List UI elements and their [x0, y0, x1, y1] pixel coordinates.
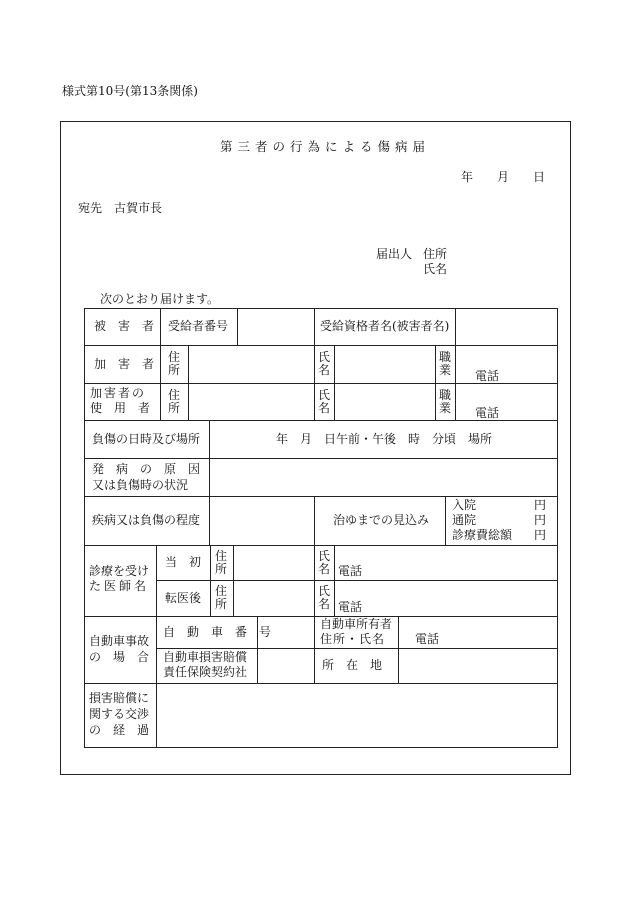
col-divider — [209, 420, 210, 496]
col-divider — [334, 345, 335, 420]
recipient-name-label: 受給資格者名(被害者名) — [320, 319, 450, 333]
auto-accident-label-2: の 場 合 — [89, 650, 150, 664]
yen-unit: 円 — [534, 498, 547, 512]
perpetrator-employer-label-2: 使 用 者 — [90, 401, 151, 415]
severity-label: 疾病又は負傷の程度 — [92, 513, 201, 527]
negotiation-label: 損害賠償に — [89, 691, 150, 705]
doctor-address-label: 住所 — [215, 549, 228, 576]
row-divider — [84, 496, 558, 497]
doctor-name-label: 氏名 — [318, 549, 331, 576]
car-number-label: 自 動 車 番 号 — [163, 625, 272, 639]
col-divider — [156, 545, 157, 616]
table-border-right — [557, 308, 558, 747]
row-divider — [84, 458, 558, 459]
recipient-number-label: 受給者番号 — [168, 319, 229, 333]
employer-address-label: 住所 — [168, 388, 181, 415]
col-divider — [156, 683, 157, 747]
perpetrator-employer-label: 加害者の — [90, 386, 147, 400]
medical-total-label: 診療費総額 — [452, 528, 513, 542]
date-year: 年 — [461, 170, 474, 184]
outpatient-label: 通院 — [452, 513, 477, 527]
form-frame — [60, 121, 571, 775]
col-divider — [188, 345, 189, 420]
table-border-left — [84, 308, 85, 747]
table-border-top — [84, 308, 558, 309]
initial-doctor-label: 当 初 — [165, 555, 202, 569]
col-divider — [314, 345, 315, 420]
col-divider — [209, 496, 210, 545]
victim-label: 被 害 者 — [94, 319, 155, 333]
cause-label: 発 病 の 原 因 — [92, 462, 201, 476]
col-divider — [314, 308, 315, 345]
doctor-address-label: 住所 — [215, 584, 228, 611]
doctor-label-2: た医師名 — [89, 579, 150, 593]
auto-accident-label: 自動車事故 — [89, 634, 150, 648]
negotiation-label-2: 関する交渉 — [89, 707, 150, 721]
col-divider — [455, 345, 456, 420]
perpetrator-job-label: 職業 — [439, 350, 452, 377]
col-divider — [398, 616, 399, 683]
col-divider — [160, 308, 161, 345]
insurer-location-label: 所 在 地 — [322, 658, 383, 672]
insurer-label-2: 責任保険契約社 — [163, 665, 248, 679]
employer-phone-label: 電話 — [475, 406, 500, 420]
yen-unit: 円 — [534, 513, 547, 527]
form-title: 第三者の行為による傷病届 — [220, 139, 431, 154]
negotiation-label-3: の 経 過 — [89, 723, 150, 737]
doctor-label: 診療を受け — [89, 564, 150, 578]
car-owner-label: 自動車所有者 — [320, 617, 393, 631]
table-border-bottom — [84, 747, 558, 748]
perpetrator-address-label: 住所 — [168, 350, 181, 377]
intro-text: 次のとおり届けます。 — [100, 292, 220, 306]
doctor-name-label: 氏名 — [318, 584, 331, 611]
date-day: 日 — [533, 170, 546, 184]
perpetrator-phone-label: 電話 — [475, 369, 500, 383]
col-divider — [233, 545, 234, 616]
filer-name-label: 氏名 — [423, 262, 448, 276]
row-divider — [84, 345, 558, 346]
injury-datetime-value: 年 月 日午前・午後 時 分頃 場所 — [276, 432, 493, 446]
car-owner-phone-label: 電話 — [415, 632, 440, 646]
col-divider — [435, 345, 436, 420]
car-owner-label-2: 住所・氏名 — [320, 632, 386, 646]
col-divider — [445, 496, 446, 545]
employer-job-label: 職業 — [439, 388, 452, 415]
injury-datetime-label: 負傷の日時及び場所 — [92, 432, 201, 446]
col-divider — [210, 545, 211, 616]
addressee: 宛先 古賀市長 — [78, 201, 163, 215]
cause-label-2: 又は負傷時の状況 — [92, 478, 189, 492]
filer-label: 届出人 — [376, 247, 413, 261]
transfer-doctor-label: 転医後 — [165, 591, 202, 605]
col-divider — [237, 308, 238, 345]
insurer-label: 自動車損害賠償 — [163, 650, 248, 664]
doctor-phone-label: 電話 — [338, 564, 363, 578]
col-divider — [334, 545, 335, 616]
perpetrator-label: 加 害 者 — [94, 357, 155, 371]
perpetrator-name-label: 氏名 — [318, 350, 331, 377]
inpatient-label: 入院 — [452, 498, 477, 512]
employer-name-label: 氏名 — [318, 388, 331, 415]
date-month: 月 — [497, 170, 510, 184]
col-divider — [314, 545, 315, 616]
yen-unit: 円 — [534, 528, 547, 542]
doctor-phone-label: 電話 — [338, 600, 363, 614]
recovery-outlook-label: 治ゆまでの見込み — [333, 513, 430, 527]
filer-address-label: 住所 — [423, 247, 448, 261]
col-divider — [314, 496, 315, 545]
col-divider — [160, 345, 161, 420]
col-divider — [314, 616, 315, 683]
form-number: 様式第10号(第13条関係) — [62, 84, 198, 98]
row-divider — [156, 580, 558, 581]
row-divider — [156, 648, 558, 649]
col-divider — [455, 308, 456, 345]
col-divider — [156, 616, 157, 683]
